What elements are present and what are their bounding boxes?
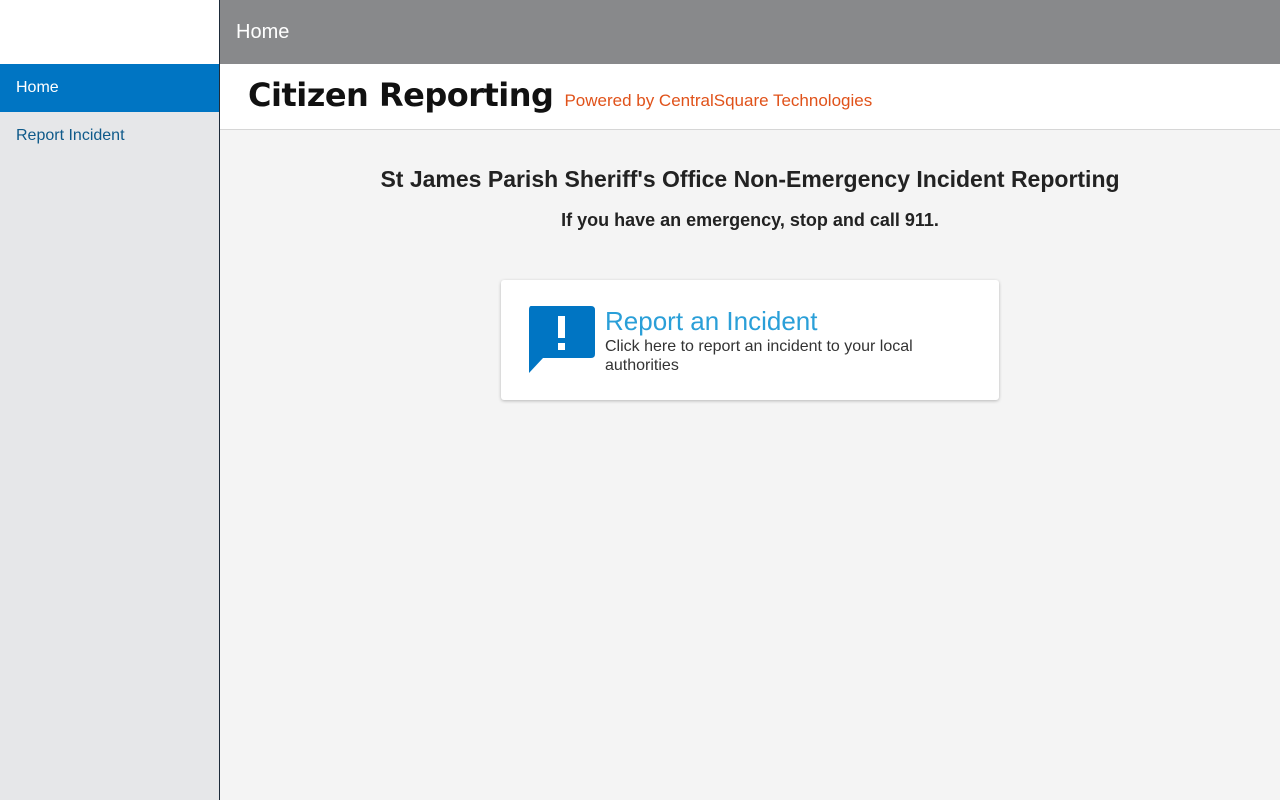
main-content [220, 130, 1280, 800]
app-header [220, 64, 1280, 130]
sidebar [0, 0, 220, 800]
page-title: Home [236, 20, 290, 43]
card-title: Report an Incident [605, 306, 818, 336]
sidebar-item-report-incident[interactable] [0, 112, 219, 160]
app-title: Citizen Reporting [248, 76, 554, 114]
report-incident-card[interactable] [501, 280, 999, 400]
emergency-note: If you have an emergency, stop and call 911. [561, 210, 939, 230]
exclamation-speech-bubble-icon [527, 306, 595, 374]
sidebar-item-label: Home [16, 79, 59, 96]
sidebar-item-home[interactable] [0, 64, 219, 112]
sidebar-logo-area [0, 0, 219, 64]
top-bar [220, 0, 1280, 64]
agency-title: St James Parish Sheriff's Office Non-Emergency Incident Reporting [380, 166, 1120, 192]
card-description: Click here to report an incident to your local authorities [605, 338, 913, 374]
sidebar-item-label: Report Incident [16, 127, 125, 144]
powered-by-text: Powered by CentralSquare Technologies [564, 91, 873, 110]
